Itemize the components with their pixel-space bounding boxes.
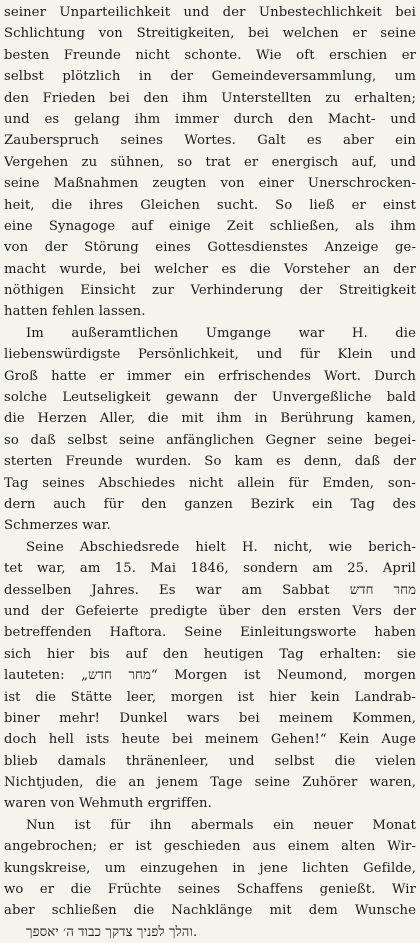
text-line: Schmerzes war. xyxy=(4,518,111,534)
text-line: sterten Freunde wurden. So kam es denn, daß der xyxy=(4,454,416,470)
text-line: doch hell ists heute bei meinem Gehen!“ Kein Auge xyxy=(4,732,416,748)
text-line: lauteten: „מחר חדש“ Morgen ist Neumond, morgen xyxy=(4,668,416,684)
text-line: Schlichtung von Streitigkeiten, bei welchen er seine xyxy=(4,26,416,42)
text-line: selbst plötzlich in der Gemeindeversammlung, um xyxy=(4,69,416,85)
text-line: die Herzen Aller, die mit ihm in Berührung kamen, xyxy=(4,411,416,427)
text-line: so daß selbst seine anfänglichen Gegner seine begei- xyxy=(4,432,416,448)
text-line: eine Synagoge auf einige Zeit schließen, als ihm xyxy=(4,218,416,234)
text-line: Nun ist für ihn abermals ein neuer Monat xyxy=(26,817,416,833)
text-line: Tag seines Abschiedes nicht allein für Emden, son- xyxy=(4,475,416,491)
text-line: seiner Unparteilichkeit und der Unbestechlichkeit bei xyxy=(4,5,416,20)
text-line: betreffenden Haftora. Seine Einleitungsworte haben xyxy=(4,625,416,641)
text-line: den Frieden bei den ihm Unterstellten zu erhalten; xyxy=(4,90,416,106)
text-line: biner mehr! Dunkel wars bei meinem Kommen, xyxy=(4,710,416,726)
text-line: Seine Abschiedsrede hielt H. nicht, wie berich- xyxy=(26,539,416,555)
text-line: hatten fehlen lassen. xyxy=(4,304,146,320)
text-line: Im außeramtlichen Umgange war H. die xyxy=(26,325,416,341)
text-line: blieb damals thränenleer, und selbst die vielen xyxy=(4,753,416,769)
text-line: sich hier bis auf den heutigen Tag erhalten: sie xyxy=(4,646,416,662)
text-line: dern auch für den ganzen Bezirk ein Tag des xyxy=(4,496,416,512)
text-line: wo er die Früchte seines Schaffens genießt. Wir xyxy=(4,882,416,898)
text-line: macht wurde, bei welcher es die Vorsteher an der xyxy=(4,261,416,277)
text-line: Vergehen zu sühnen, so trat er energisch auf, und xyxy=(4,154,416,170)
text-line: aber schließen die Nachklänge mit dem Wunsche xyxy=(4,903,416,919)
text-line: angebrochen; er ist geschieden aus einem alten Wir- xyxy=(4,839,416,855)
text-line: tet war, am 15. Mai 1846, sondern am 25. April xyxy=(4,561,416,577)
text-line: Groß hatte er immer ein erfrischendes Wort. Durch xyxy=(4,368,416,384)
text-line: liebenswürdigste Persönlichkeit, und für Klein und xyxy=(4,347,416,363)
text-line: Nichtjuden, die an jenem Tage seine Zuhörer waren, xyxy=(4,775,416,791)
text-line: והלך לפניך צדקך כבוד ה׳ יאספך. xyxy=(26,924,198,940)
text-line: besten Freunde nicht schonte. Wie oft erschien er xyxy=(4,47,416,63)
text-line: desselben Jahres. Es war am Sabbat מחר חדש xyxy=(4,582,416,598)
text-line: von der Störung eines Gottesdienstes Anzeige ge- xyxy=(4,240,416,256)
text-line: und es gelang ihm immer durch den Macht- und xyxy=(4,111,416,127)
text-line: und der Gefeierte predigte über den ersten Vers der xyxy=(4,603,416,619)
text-line: solche Leutseligkeit gewann der Unvergeßliche bald xyxy=(4,390,416,406)
text-line: waren von Wehmuth ergriffen. xyxy=(4,796,212,812)
text-line: kungskreise, um einzugehen in jene lichten Gefilde, xyxy=(4,860,416,876)
text-line: Zauberspruch seines Wortes. Galt es aber ein xyxy=(4,133,416,149)
text-line: ist die Stätte leer, morgen ist hier kein Landrab- xyxy=(4,689,416,705)
text-line: heit, die ihres Gleichen sucht. So ließ er einst xyxy=(4,197,416,213)
text-line: nöthigen Einsicht zur Verhinderung der Streitigkeit xyxy=(4,283,416,299)
text-line: seine Maßnahmen zeugten von einer Unerschrocken- xyxy=(4,176,416,192)
